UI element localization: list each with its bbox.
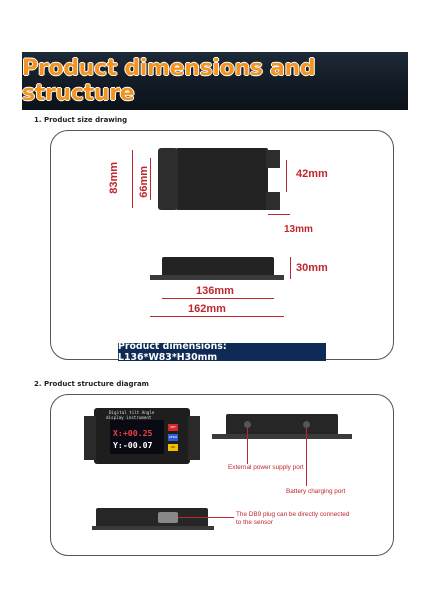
mounting-flange-left (158, 148, 178, 210)
note-power-port: External power supply port (228, 464, 304, 471)
note-charging-port: Battery charging port (286, 488, 346, 495)
dim-136: 136mm (196, 285, 234, 297)
dimension-caption: Product dimensions: L136*W83*H30mm (118, 343, 326, 361)
power-port-leader (247, 428, 248, 464)
title-banner (22, 52, 408, 110)
button-set[interactable]: SET (168, 424, 178, 431)
port-side-base (212, 434, 352, 439)
dim-line-162 (150, 316, 284, 317)
section-2-label: 2. Product structure diagram (34, 380, 149, 388)
screen-x-value: X:+00.25 (113, 428, 153, 438)
dim-30: 30mm (296, 262, 328, 274)
dim-66: 66mm (138, 166, 150, 198)
screen-title-2: display instrument (106, 415, 152, 420)
db9-side-base (92, 526, 214, 530)
dim-line-136 (162, 298, 274, 299)
screen-y-value: Y:-00.07 (113, 440, 153, 450)
dim-83: 83mm (108, 162, 120, 194)
screen-title-1: Digital tilt Angle (109, 410, 155, 415)
note-db9-line1: The DB9 plug can be directly connected (236, 511, 350, 518)
db9-connector (158, 512, 178, 523)
dim-162: 162mm (188, 303, 226, 315)
mounting-flange-right-bottom (266, 192, 280, 210)
section-1-label: 1. Product size drawing (34, 116, 128, 124)
charging-port (303, 421, 310, 428)
device-port-side (226, 414, 338, 436)
device-side-view (162, 257, 274, 277)
dim-line-66 (150, 158, 151, 200)
dim-line-83 (132, 150, 133, 208)
power-port (244, 421, 251, 428)
dim-line-13 (268, 214, 290, 215)
device-top-view (176, 148, 268, 210)
device-db9-side (96, 508, 208, 528)
charging-port-leader (306, 428, 307, 486)
note-db9-line2: to the sensor (236, 519, 273, 526)
dim-13: 13mm (284, 224, 313, 235)
dim-42: 42mm (296, 168, 328, 180)
front-flange-right (188, 416, 200, 460)
button-zero[interactable]: ZERO (168, 435, 178, 439)
button-ok[interactable]: OK (168, 444, 178, 451)
side-base-plate (150, 275, 284, 280)
front-flange-left (84, 416, 96, 460)
dim-line-42 (286, 160, 287, 192)
mounting-flange-right (266, 150, 280, 168)
db9-leader (178, 517, 234, 518)
banner-title: Product dimensions and structure (22, 56, 316, 106)
dim-line-30 (290, 257, 291, 279)
